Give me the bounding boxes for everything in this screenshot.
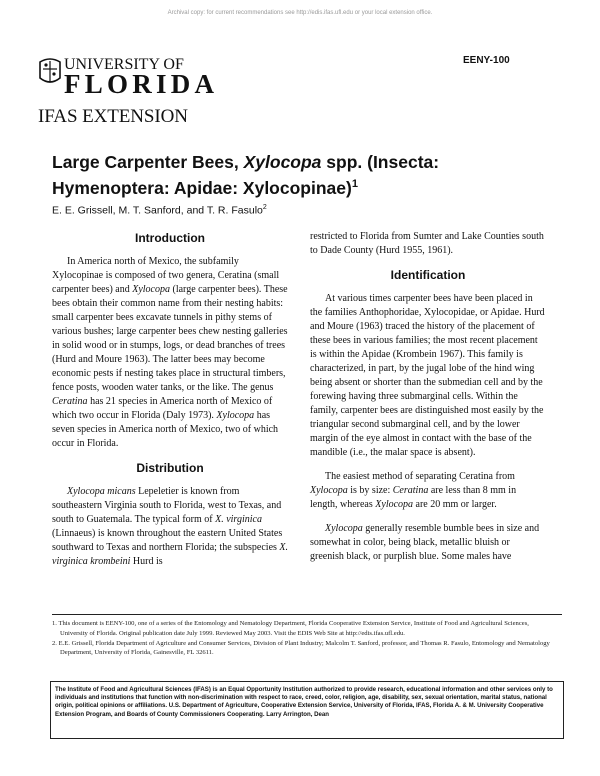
logo-line-ifas-extension: IFAS EXTENSION (38, 106, 188, 127)
heading-identification: Identification (390, 268, 466, 282)
page-title: Large Carpenter Bees, Xylocopa spp. (Insecta: Hymenoptera: Apidae: Xylocopinae)$^1$ (52, 152, 440, 198)
footnote-2: 2. E.E. Grissell, Florida Department of Agriculture and Consumer Services, Division of Plant Industry; Malcolm T. Sanford, professor, and Thomas R. Fasulo, Entomology and Nematology Department, University of Florida, Gainesville, FL 32611. (52, 639, 550, 657)
distribution-paragraph: Xylocopa micans Lepeletier is known from southeastern Virginia south to Florida, west to Texas, and south to Guatemala. The typical form of X. virginica (Linnaeus) is known throughout the eastern United States southward to Texas and northern Florida; the subspecies X. virginica krombeini Hurd is (52, 486, 289, 567)
identification-paragraph-3: Xylocopa generally resemble bumble bees in size and somewhat in color, being black, metallic bluish or greenish black, or purplish blue. Some males have (310, 523, 540, 562)
equal-opportunity-statement: The Institute of Food and Agricultural Sciences (IFAS) is an Equal Opportunity Institution authorized to provide research, educational information and other services only to individuals and institutions that function with non-discrimination with respect to race, creed, color, religion, age, disability, sex, sexual orientation, marital status, national origin, political opinions or affiliations. U.S. Department of Agriculture, Cooperative Extension Service, University of Florida, IFAS, Florida A. & M. University Cooperative Extension Program, and Boards of County Commissioners Cooperating. Larry Arrington, Dean (50, 681, 564, 739)
logo-line-university: UNIVERSITY OF (64, 56, 184, 73)
archive-notice: Archival copy: for current recommendations see http://edis.ifas.ufl.edu or your local extension office. (167, 10, 433, 16)
right-column (310, 230, 546, 564)
publication-id: EENY-100 (463, 55, 510, 66)
uf-ifas-logo (38, 52, 218, 128)
authors: E. E. Grissell, M. T. Sanford, and T. R. Fasulo$^2$ (52, 204, 267, 217)
intro-paragraph: In America north of Mexico, the subfamily Xylocopinae is composed of two genera, Ceratina (small carpenter bees) and Xylocopa (large carpenter bees). These bees obtain their common name from their nesting habits: small carpenter bees excavate tunnels in pithy stems of various bushes; large carpenter bees chew nesting galleries in solid wood or in stumps, logs, or dead branches of trees (Hurd and Moure 1963). The latter bees may become economic pests if nesting takes place in structural timbers, fence posts, wooden water tanks, or the like. The genus Ceratina has 21 species in America north of Mexico of which two occur in Florida (Daly 1973). Xylocopa has seven species in America north of Mexico, two of which occur in Florida. (52, 256, 288, 449)
footnote-1: 1. This document is EENY-100, one of a series of the Entomology and Nematology Department, Florida Cooperative Extension Service, Institute of Food and Agricultural Sciences, University of Florida. Original publication date July 1999. Reviewed May 2003. Visit the EDIS Web Site at http://edis.ifas.ufl.edu. (52, 620, 529, 637)
footnote-divider (52, 614, 562, 615)
identification-paragraph-2: The easiest method of separating Ceratina from Xylocopa is by size: Ceratina are less than 8 mm in length, whereas Xylocopa are 20 mm or larger. (310, 471, 517, 510)
title-footnote-marker: 1 (351, 178, 358, 190)
left-column (52, 231, 288, 569)
heading-distribution: Distribution (136, 461, 204, 475)
distribution-continued: restricted to Florida from Sumter and Lake Counties south to Dade County (Hurd 1955, 1961). (310, 231, 544, 256)
heading-introduction: Introduction (135, 231, 205, 245)
footnotes (52, 619, 557, 658)
identification-paragraph-1: At various times carpenter bees have been placed in the families Anthophoridae, Xylocopidae, or Apidae. Hurd and Moure (1963) traced the history of the placement of these bees in various families; the most recent placement is within the Apidae (Krombein 1967). This family is characterized, in part, by the jugal lobe of the hind wing being absent or shorter than the submedian cell and by the forewing having three submarginal cells. Within the family, carpenter bees are distinguished most easily by the triangular second submarginal cell, and by the lower margin of the eye almost in contact with the base of the mandible (i.e., the malar space is absent). (310, 293, 545, 458)
logo-line-florida: FLORIDA (64, 69, 214, 99)
